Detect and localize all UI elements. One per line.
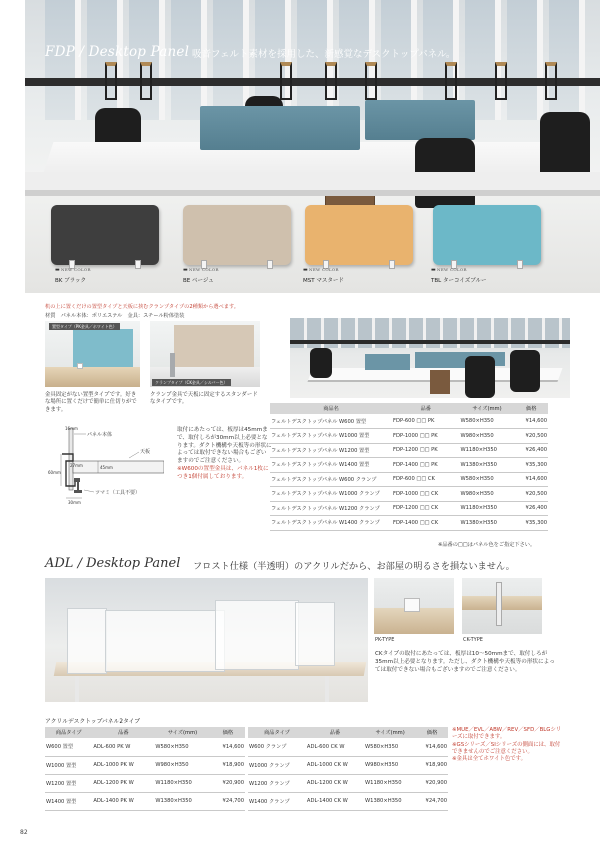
table-row: [270, 472, 548, 487]
table-row: [270, 516, 548, 531]
cell: ¥20,500: [514, 429, 548, 444]
label-16mm: 16mm: [65, 426, 78, 431]
column-header: 品番: [306, 727, 364, 738]
cell: W1200 クランプ: [248, 774, 306, 792]
cell: W1000 クランプ: [248, 756, 306, 774]
cell: ¥14,600: [416, 738, 448, 756]
fdp-intro: 机の上に置くだけの置型タイプと天板に挟むクランプタイプの2種類から選べます。: [45, 304, 239, 310]
cell: フェルトデスクトップパネル W1400 置型: [270, 458, 392, 473]
column-header: サイズ(mm): [459, 403, 514, 414]
cell: W1380×H350: [154, 792, 210, 810]
cell: ¥35,300: [514, 516, 548, 531]
placed-type-tag: 置型タイプ（PK金具／ホワイト色）: [49, 323, 120, 330]
color-swatch-be: [183, 205, 291, 265]
table-row: [45, 774, 245, 792]
cell: W980×H350: [154, 756, 210, 774]
cell: W980×H350: [459, 487, 514, 502]
cell: W1400 置型: [45, 792, 92, 810]
cell: W1180×H350: [459, 501, 514, 516]
table-row: [248, 756, 448, 774]
cell: W1180×H350: [154, 774, 210, 792]
cell: フェルトデスクトップパネル W600 置型: [270, 414, 392, 429]
cell: ¥20,500: [514, 487, 548, 502]
table-header-row: [270, 403, 548, 414]
fdp-office-photo: [290, 318, 570, 398]
ck-type-photo: [462, 578, 542, 634]
cell: ¥18,900: [416, 756, 448, 774]
cell: W1200 置型: [45, 774, 92, 792]
clamp-diagram: [44, 428, 164, 528]
clamp-note: [177, 427, 272, 482]
adl-note: ※GSシリーズ／SIシリーズの側面には、取付できませんのでご注意ください。: [452, 741, 561, 755]
label-45mm: 45mm: [100, 465, 113, 470]
column-header: 商品名: [270, 403, 392, 414]
label-27mm: 27mm: [70, 463, 83, 468]
label-30mm: 30mm: [68, 500, 81, 505]
cell: ¥20,900: [416, 774, 448, 792]
fdp-material: 材質 パネル本体：ポリエステル 金具：スチール粉体塗装: [45, 313, 185, 319]
cell: ¥14,600: [514, 472, 548, 487]
cell: W1380×H350: [364, 792, 416, 810]
adl-notes: [452, 727, 562, 763]
cell: ADL-600 PK W: [92, 738, 154, 756]
column-header: 価格: [514, 403, 548, 414]
label-panel: パネル本体: [87, 432, 113, 438]
clamp-type-caption: クランプ金具で天板に固定するスタンダードなタイプです。: [150, 392, 258, 406]
cell: ADL-1000 CK W: [306, 756, 364, 774]
table-row: [270, 443, 548, 458]
table-row: [248, 774, 448, 792]
cell: フェルトデスクトップパネル W1200 クランプ: [270, 501, 392, 516]
cell: W1000 置型: [45, 756, 92, 774]
adl-photo: [45, 578, 368, 702]
table-row: [270, 414, 548, 429]
column-header: サイズ(mm): [364, 727, 416, 738]
column-header: 品番: [92, 727, 154, 738]
cell: ¥24,700: [416, 792, 448, 810]
column-header: 品番: [392, 403, 459, 414]
new-color-badge: ▬ NEW COLOR: [183, 267, 219, 273]
cell: W600 置型: [45, 738, 92, 756]
cell: W580×H350: [364, 738, 416, 756]
cell: FDP-600 □□ CK: [392, 472, 459, 487]
label-top: 天板: [140, 449, 151, 455]
new-color-badge: ▬ NEW COLOR: [55, 267, 91, 273]
table-row: [45, 738, 245, 756]
color-swatch-mst: [305, 205, 413, 265]
adl-clamp-table: [248, 727, 448, 811]
cell: W1380×H350: [459, 516, 514, 531]
color-name: TBL ターコイズブルー: [431, 278, 487, 284]
clamp-type-tag: クランプタイプ（CK金具／シルバー色）: [152, 379, 231, 386]
cell: W1180×H350: [364, 774, 416, 792]
cell: FDP-1200 □□ PK: [392, 443, 459, 458]
column-header: 価格: [416, 727, 448, 738]
clamp-note-text: 取付にあたっては、板厚は45mmまで、取付しろが30mm以上必要となります。ダクト機構や天板等の形状によっては取付できない場合もございますのでご注意ください。: [177, 427, 272, 465]
color-name: BK ブラック: [55, 278, 87, 284]
cell: W980×H350: [364, 756, 416, 774]
table-row: [270, 429, 548, 444]
cell: ADL-1200 CK W: [306, 774, 364, 792]
clamp-note-red: ※W600の置型金具は、パネル1枚につき1個付属しております。: [177, 466, 269, 480]
table-row: [270, 458, 548, 473]
cell: ¥14,600: [514, 414, 548, 429]
cell: ADL-1200 PK W: [92, 774, 154, 792]
cell: W600 クランプ: [248, 738, 306, 756]
cell: W1380×H350: [459, 458, 514, 473]
cell: フェルトデスクトップパネル W1400 クランプ: [270, 516, 392, 531]
fdp-title: FDP / Desktop Panel: [45, 44, 190, 60]
fdp-table-footnote: ※品番の□□はパネル色をご指定下さい。: [438, 542, 536, 548]
cell: ¥14,600: [211, 738, 245, 756]
column-header: 商品タイプ: [45, 727, 92, 738]
placed-type-caption: 金具固定がない置型タイプです。好きな場所に置くだけで簡単に仕切りができます。: [45, 392, 137, 413]
cell: FDP-1200 □□ CK: [392, 501, 459, 516]
fdp-subtitle: 吸音フェルト素材を採用した、新感覚なデスクトップパネル。: [192, 49, 456, 60]
cell: W980×H350: [459, 429, 514, 444]
pk-type-label: PK-TYPE: [375, 637, 395, 643]
table-row: [270, 501, 548, 516]
cell: フェルトデスクトップパネル W1000 クランプ: [270, 487, 392, 502]
adl-note: ※金具は全てホワイト色です。: [452, 756, 527, 763]
color-swatch-bk: [51, 205, 159, 265]
cell: W580×H350: [459, 414, 514, 429]
ck-type-label: CK-TYPE: [463, 637, 483, 643]
color-name: BE ベージュ: [183, 278, 214, 284]
cell: W1180×H350: [459, 443, 514, 458]
cell: ¥24,700: [211, 792, 245, 810]
cell: ADL-1400 CK W: [306, 792, 364, 810]
cell: W1400 クランプ: [248, 792, 306, 810]
cell: ADL-1000 PK W: [92, 756, 154, 774]
cell: FDP-600 □□ PK: [392, 414, 459, 429]
cell: FDP-1000 □□ PK: [392, 429, 459, 444]
cell: FDP-1400 □□ CK: [392, 516, 459, 531]
label-knob: ツマミ（工具不要）: [95, 490, 141, 496]
color-name: MST マスタード: [303, 278, 344, 284]
cell: FDP-1400 □□ PK: [392, 458, 459, 473]
table-row: [248, 738, 448, 756]
cell: ¥26,400: [514, 443, 548, 458]
cell: W580×H350: [459, 472, 514, 487]
cell: ¥26,400: [514, 501, 548, 516]
cell: フェルトデスクトップパネル W1200 置型: [270, 443, 392, 458]
new-color-badge: ▬ NEW COLOR: [303, 267, 339, 273]
adl-subtitle: フロスト仕様（半透明）のアクリルだから、お部屋の明るさを損ないません。: [193, 561, 515, 572]
label-60mm: 60mm: [48, 470, 61, 475]
cell: フェルトデスクトップパネル W1000 置型: [270, 429, 392, 444]
table-row: [45, 792, 245, 810]
adl-note: ※MUE／EVL／ABW／REV／SFD／BLGシリーズに取付できます。: [452, 727, 562, 741]
page-number: 82: [20, 829, 28, 836]
placed-type-photo: [45, 321, 140, 387]
adl-title: ADL / Desktop Panel: [45, 556, 181, 571]
column-header: サイズ(mm): [154, 727, 210, 738]
acrylic-table-title: アクリルデスクトップパネル2タイプ: [45, 719, 141, 725]
ck-note: CKタイプの取付にあたっては、板厚は10〜50mmまで、取付しろが35mm以上必要となります。ただし、ダクト機構や天板等の形状によっては取付できない場合もございますのでご注意ください。: [375, 651, 555, 674]
clamp-type-photo: [150, 321, 260, 387]
cell: W580×H350: [154, 738, 210, 756]
cell: ADL-600 CK W: [306, 738, 364, 756]
table-row: [45, 756, 245, 774]
cell: ADL-1400 PK W: [92, 792, 154, 810]
color-swatch-tbl: [433, 205, 541, 265]
cell: ¥35,300: [514, 458, 548, 473]
table-header-row: [45, 727, 245, 738]
cell: ¥18,900: [211, 756, 245, 774]
column-header: 商品タイプ: [248, 727, 306, 738]
cell: フェルトデスクトップパネル W600 クランプ: [270, 472, 392, 487]
cell: ¥20,900: [211, 774, 245, 792]
table-row: [270, 487, 548, 502]
cell: FDP-1000 □□ CK: [392, 487, 459, 502]
pk-type-photo: [374, 578, 454, 634]
fdp-price-table: [270, 403, 548, 531]
adl-placed-table: [45, 727, 245, 811]
column-header: 価格: [211, 727, 245, 738]
table-row: [248, 792, 448, 810]
table-header-row: [248, 727, 448, 738]
new-color-badge: ▬ NEW COLOR: [431, 267, 467, 273]
clamp-diagram-drawing: [44, 428, 164, 528]
